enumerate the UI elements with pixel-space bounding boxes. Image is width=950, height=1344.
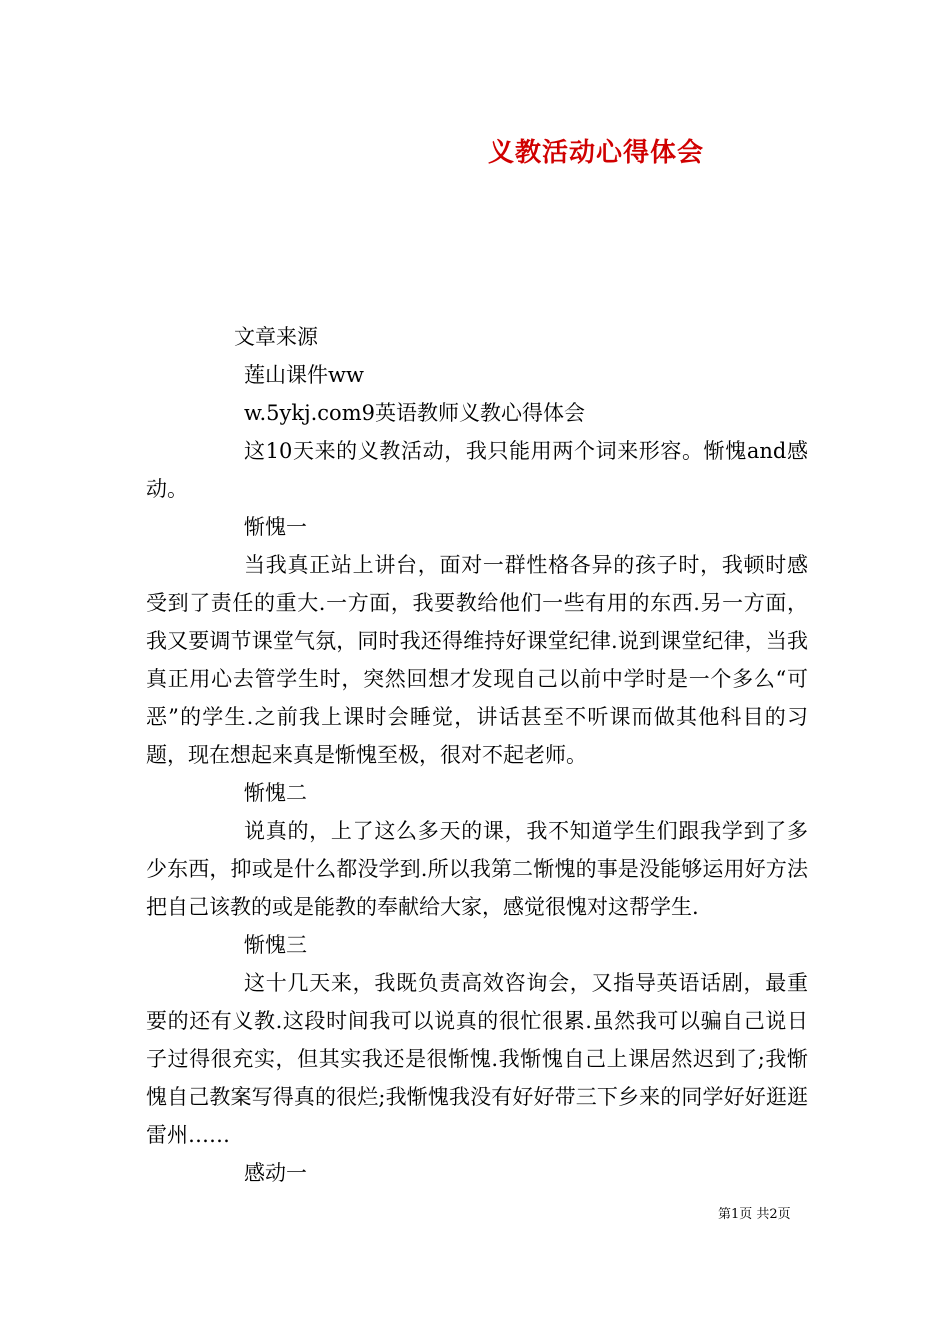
document-body bbox=[146, 318, 808, 1192]
paragraph-3: 这十几天来，我既负责高效咨询会，又指导英语话剧，最重要的还有义教.这段时间我可以说真的很忙很累.虽然我可以骗自己说日子过得很充实，但其实我还是很惭愧.我惭愧自己上课居然迟到了;我惭愧自己教案写得真的很烂;我惭愧我没有好好带三下乡来的同学好好逛逛雷州…… bbox=[146, 971, 808, 1147]
intro-paragraph: 这10天来的义教活动，我只能用两个词来形容。惭愧and感动。 bbox=[146, 439, 808, 501]
section-heading-1: 惭愧一 bbox=[244, 515, 307, 539]
paragraph-1: 当我真正站上讲台，面对一群性格各异的孩子时，我顿时感受到了责任的重大.一方面，我要教给他们一些有用的东西.另一方面，我又要调节课堂气氛，同时我还得维持好课堂纪律.说到课堂纪律，当我真正用心去管学生时，突然回想才发现自己以前中学时是一个多么“可恶”的学生.之前我上课时会睡觉，讲话甚至不听课而做其他科目的习题，现在想起来真是惭愧至极，很对不起老师。 bbox=[146, 553, 808, 767]
section-heading-3: 惭愧三 bbox=[244, 933, 307, 957]
section-heading-2: 惭愧二 bbox=[244, 781, 307, 805]
page-footer: 第1页 共2页 bbox=[718, 1207, 791, 1222]
source-label: 文章来源 bbox=[234, 325, 318, 349]
document-title: 义教活动心得体会 bbox=[488, 138, 705, 168]
paragraph-2: 说真的，上了这么多天的课，我不知道学生们跟我学到了多少东西，抑或是什么都没学到.所以我第二惭愧的事是没能够运用好方法把自己该教的或是能教的奉献给大家，感觉很愧对这帮学生. bbox=[146, 819, 808, 919]
section-heading-4: 感动一 bbox=[244, 1161, 307, 1185]
source-line-1: 莲山课件ww bbox=[244, 363, 364, 387]
source-line-2: w.5ykj.com9英语教师义教心得体会 bbox=[244, 401, 585, 425]
